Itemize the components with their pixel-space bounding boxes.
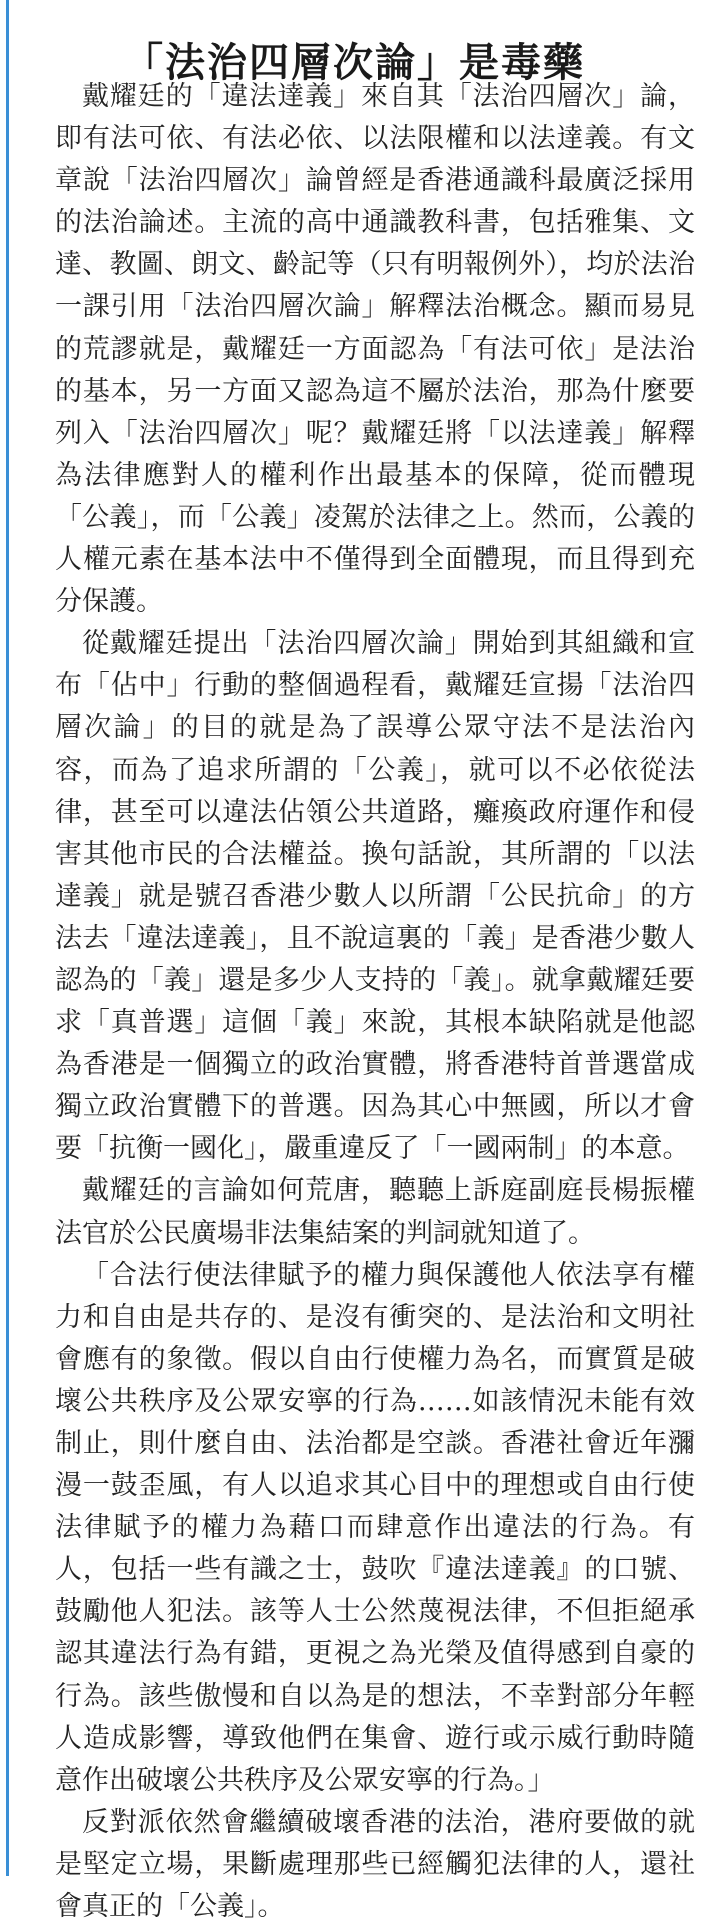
paragraph-5: 反對派依然會繼續破壞香港的法治，港府要做的就是堅定立場，果斷處理那些已經觸犯法律的人，還社會真正的「公義」。	[55, 1806, 695, 1923]
paragraph-1: 戴耀廷的「違法達義」來自其「法治四層次」論，即有法可依、有法必依、以法限權和以法達義。有文章說「法治四層次」論曾經是香港通識科最廣泛採用的法治論述。主流的高中通識教科書，包括雅集、文達、教圖、朗文、齡記等（只有明報例外），均於法治一課引用「法治四層次論」解釋法治概念。顯而易見的荒謬就是，戴耀廷一方面認為「有法可依」是法治的基本，另一方面又認為這不屬於法治，那為什麼要列入「法治四層次」呢？戴耀廷將「以法達義」解釋為法律應對人的權利作出最基本的保障，從而體現「公義」，而「公義」凌駕於法律之上。然而，公義的人權元素在基本法中不僅得到全面體現，而且得到充分保護。	[55, 81, 695, 618]
article-body	[55, 76, 695, 1928]
paragraph-4-quote: 「合法行使法律賦予的權力與保護他人依法享有權力和自由是共存的、是沒有衝突的、是法治和文明社會應有的象徵。假以自由行使權力為名，而實質是破壞公共秩序及公眾安寧的行為……如該情況未能有效制止，則什麼自由、法治都是空談。香港社會近年瀰漫一鼓歪風，有人以追求其心目中的理想或自由行使法律賦予的權力為藉口而肆意作出違法的行為。有人，包括一些有識之士，鼓吹『違法達義』的口號、鼓勵他人犯法。該等人士公然蔑視法律，不但拒絕承認其違法行為有錯，更視之為光榮及值得感到自豪的行為。該些傲慢和自以為是的想法，不幸對部分年輕人造成影響，導致他們在集會、遊行或示威行動時隨意作出破壞公共秩序及公眾安寧的行為。」	[55, 1259, 695, 1796]
paragraph-2: 從戴耀廷提出「法治四層次論」開始到其組織和宣布「佔中」行動的整個過程看，戴耀廷宣揚「法治四層次論」的目的就是為了誤導公眾守法不是法治內容，而為了追求所謂的「公義」，就可以不必依從法律，甚至可以違法佔領公共道路，癱瘓政府運作和侵害其他市民的合法權益。換句話說，其所謂的「以法達義」就是號召香港少數人以所謂「公民抗命」的方法去「違法達義」，且不說這裏的「義」是香港少數人認為的「義」還是多少人支持的「義」。就拿戴耀廷要求「真普選」這個「義」來說，其根本缺陷就是他認為香港是一個獨立的政治實體，將香港特首普選當成獨立政治實體下的普選。因為其心中無國，所以才會要「抗衡一國化」，嚴重違反了「一國兩制」的本意。	[55, 628, 695, 1165]
left-accent-rule	[6, 0, 9, 1876]
article-title: 「法治四層次論」是毒藥	[123, 39, 585, 86]
paragraph-3: 戴耀廷的言論如何荒唐，聽聽上訴庭副庭長楊振權法官於公民廣場非法集結案的判詞就知道了。	[55, 1175, 695, 1249]
